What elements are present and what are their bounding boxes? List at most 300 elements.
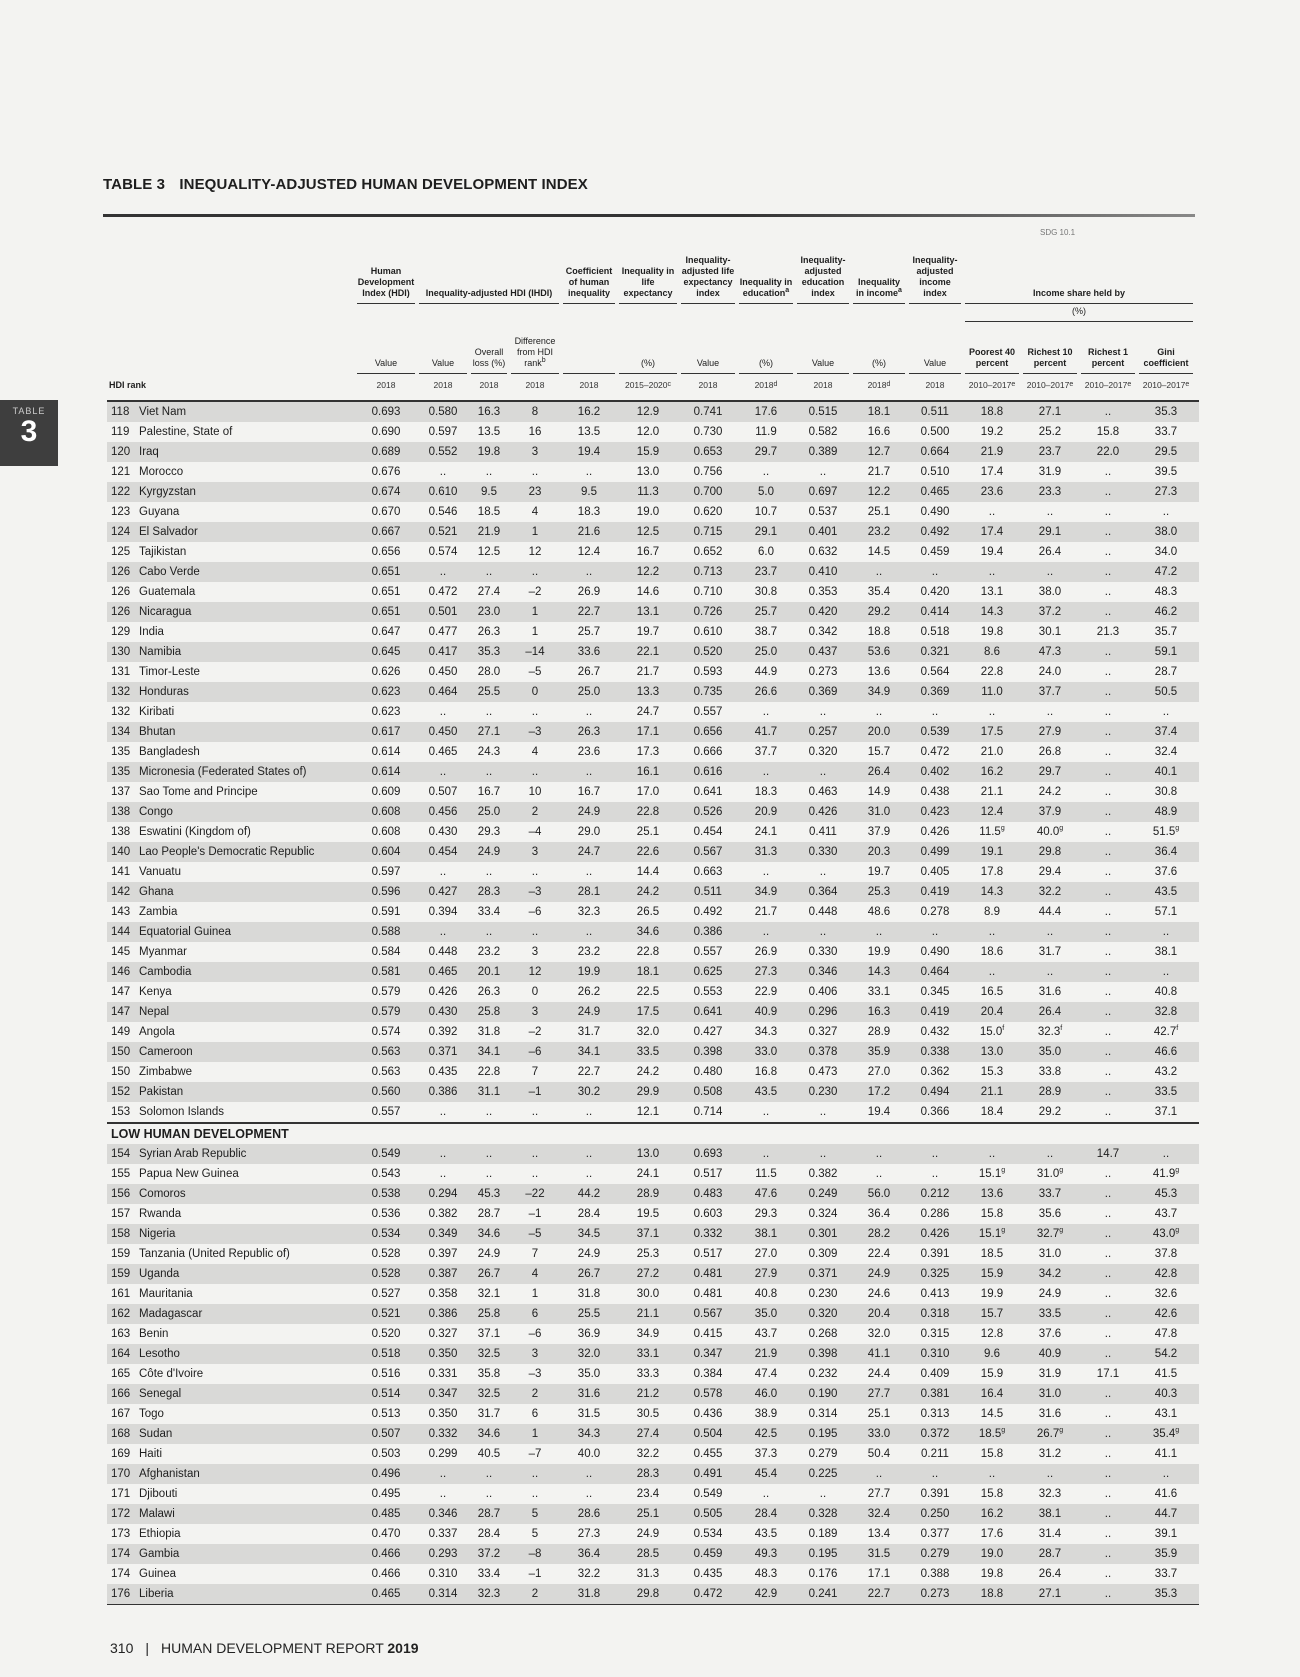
table-row (107, 522, 1199, 542)
value-cell: .. (531, 1168, 539, 1180)
value-cell: 31.1 (477, 1086, 501, 1098)
value-cell: 0.279 (808, 1448, 838, 1460)
value-cell: 0.347 (693, 1348, 723, 1360)
side-tab-number: 3 (20, 415, 38, 448)
value-cell: 0.318 (920, 1308, 950, 1320)
country-name: Nigeria (139, 1228, 176, 1240)
value-cell: 0.539 (920, 726, 950, 738)
value-cell: .. (585, 766, 593, 778)
value-cell: 19.9 (867, 946, 891, 958)
value-cell: 23.6 (577, 746, 601, 758)
value-cell: 0.427 (428, 886, 458, 898)
value-cell: 0.582 (808, 426, 838, 438)
table-row (107, 622, 1199, 642)
value-cell: .. (1104, 1026, 1112, 1038)
table-row (107, 1062, 1199, 1082)
value-cell: 0.466 (371, 1568, 401, 1580)
value-cell: 7 (531, 1248, 539, 1260)
country-cell (107, 1468, 355, 1480)
col-coef: Coefficient of human inequality (561, 224, 617, 304)
value-cell: 20.9 (754, 806, 778, 818)
country-name: Nicaragua (139, 606, 192, 618)
value-cell: 37.6 (1038, 1328, 1062, 1340)
table-row (107, 1022, 1199, 1042)
country-cell (107, 746, 355, 758)
value-cell: 24.9 (636, 1528, 660, 1540)
value-cell: .. (875, 1148, 883, 1160)
value-cell: 13.0 (636, 466, 660, 478)
value-cell: 0.398 (808, 1348, 838, 1360)
value-cell: 27.9 (754, 1268, 778, 1280)
country-name: Viet Nam (139, 406, 187, 418)
value-cell: 10 (528, 786, 542, 798)
value-cell: 22.8 (477, 1066, 501, 1078)
hdi-rank: 122 (111, 486, 131, 498)
value-cell: 19.7 (636, 626, 660, 638)
value-cell: 0.394 (428, 906, 458, 918)
value-cell: .. (1104, 586, 1112, 598)
value-cell: 0.534 (371, 1228, 401, 1240)
value-cell: 37.8 (1154, 1248, 1178, 1260)
value-cell: .. (1046, 1148, 1054, 1160)
value-cell: 34.6 (477, 1228, 501, 1240)
value-cell: 27.2 (636, 1268, 660, 1280)
value-cell: .. (1104, 926, 1112, 938)
value-cell: 42.7$^f$ (1153, 1025, 1179, 1038)
value-cell: 16.2 (577, 406, 601, 418)
country-name: Kenya (139, 986, 172, 998)
country-cell (107, 1248, 355, 1260)
value-cell: 14.3 (867, 966, 891, 978)
value-cell: 0.419 (920, 886, 950, 898)
value-cell: 29.2 (867, 606, 891, 618)
value-cell: 0.299 (428, 1448, 458, 1460)
value-cell: 0.211 (921, 1448, 949, 1460)
value-cell: 28.4 (754, 1508, 778, 1520)
value-cell: 37.1 (636, 1228, 660, 1240)
value-cell: 12.7 (867, 446, 891, 458)
value-cell: 0.358 (428, 1288, 458, 1300)
country-name: Bangladesh (139, 746, 200, 758)
subheader-4 (561, 322, 617, 374)
table-row (107, 462, 1199, 482)
value-cell: 29.1 (754, 526, 778, 538)
country-cell (107, 1368, 355, 1380)
value-cell: 18.1 (867, 406, 891, 418)
country-cell (107, 866, 355, 878)
country-name: Morocco (139, 466, 184, 478)
hdi-rank: 126 (111, 586, 131, 598)
value-cell: .. (1162, 1148, 1170, 1160)
hdi-rank: 121 (111, 466, 131, 478)
value-cell: 16.7 (477, 786, 501, 798)
col-income-share: Income share held by (963, 224, 1195, 304)
value-cell: 5 (531, 1528, 539, 1540)
country-name: Haiti (139, 1448, 163, 1460)
value-cell: .. (585, 566, 593, 578)
table-row (107, 802, 1199, 822)
value-cell: 28.5 (636, 1548, 660, 1560)
value-cell: 15.9 (636, 446, 660, 458)
value-cell: 0.398 (693, 1046, 723, 1058)
value-cell: 18.8 (980, 1588, 1004, 1600)
value-cell: 46.0 (754, 1388, 778, 1400)
value-cell: .. (762, 926, 770, 938)
value-cell: 35.0 (1038, 1046, 1062, 1058)
value-cell: 0.651 (371, 606, 401, 618)
table-row (107, 562, 1199, 582)
value-cell: 0.465 (920, 486, 950, 498)
value-cell: 0.623 (371, 686, 401, 698)
value-cell: 28.9 (1038, 1086, 1062, 1098)
value-cell: 32.4 (867, 1508, 891, 1520)
value-cell: 30.5 (636, 1408, 660, 1420)
value-cell: .. (1104, 1086, 1112, 1098)
value-cell: 16.2 (980, 766, 1004, 778)
value-cell: 0.564 (920, 666, 950, 678)
hdi-rank: 150 (111, 1066, 131, 1078)
value-cell: 18.5$^g$ (978, 1427, 1006, 1440)
value-cell: 24.4 (867, 1368, 891, 1380)
subheader-10: Value (907, 322, 963, 374)
value-cell: .. (819, 466, 827, 478)
value-cell: 25.0 (754, 646, 778, 658)
value-cell: 32.4 (1154, 746, 1178, 758)
value-cell: 4 (531, 506, 539, 518)
hdi-rank: 144 (111, 926, 131, 938)
value-cell: 43.2 (1154, 1066, 1178, 1078)
value-cell: 1 (531, 1428, 539, 1440)
value-cell: 0.710 (693, 586, 723, 598)
value-cell: 37.3 (754, 1448, 778, 1460)
value-cell: 0.332 (428, 1428, 458, 1440)
value-cell: 9.5 (581, 486, 597, 498)
country-name: Cabo Verde (139, 566, 200, 578)
value-cell: –2 (528, 1026, 542, 1038)
value-cell: 19.5 (636, 1208, 660, 1220)
table-row (107, 1484, 1199, 1504)
value-cell: 3 (531, 446, 539, 458)
hdi-rank: 132 (111, 706, 131, 718)
year-9: 2018 d (867, 379, 891, 390)
hdi-rank: 166 (111, 1388, 131, 1400)
value-cell: 0.517 (693, 1168, 723, 1180)
country-cell (107, 1168, 355, 1180)
country-cell (107, 946, 355, 958)
value-cell: 15.1$^g$ (978, 1167, 1006, 1180)
value-cell: 14.5 (867, 546, 891, 558)
value-cell: 0.430 (428, 1006, 458, 1018)
value-cell: 0.514 (371, 1388, 401, 1400)
value-cell: 32.1 (477, 1288, 501, 1300)
table-row (107, 1102, 1199, 1122)
value-cell: 16.5 (980, 986, 1004, 998)
value-cell: 25.7 (577, 626, 601, 638)
table-row (107, 1144, 1199, 1164)
value-cell: 27.1 (1038, 1588, 1062, 1600)
value-cell: .. (875, 926, 883, 938)
country-name: Ghana (139, 886, 174, 898)
value-cell: 21.6 (577, 526, 601, 538)
value-cell: 11.9 (755, 426, 777, 438)
value-cell: .. (1104, 1168, 1112, 1180)
value-cell: 34.1 (577, 1046, 601, 1058)
value-cell: .. (485, 1168, 493, 1180)
country-name: Afghanistan (139, 1468, 200, 1480)
table-row (107, 642, 1199, 662)
value-cell: 23.7 (754, 566, 778, 578)
value-cell: 0.388 (920, 1568, 950, 1580)
value-cell: 14.7 (1096, 1148, 1120, 1160)
value-cell: 0.346 (428, 1508, 458, 1520)
value-cell: 0.342 (808, 626, 838, 638)
country-name: Madagascar (139, 1308, 203, 1320)
value-cell: 0.381 (920, 1388, 950, 1400)
table-row (107, 1204, 1199, 1224)
value-cell: 25.0 (577, 686, 601, 698)
value-cell: 0.537 (808, 506, 838, 518)
value-cell: 11.3 (637, 486, 659, 498)
value-cell: 33.7 (1154, 1568, 1178, 1580)
value-cell: 0.603 (693, 1208, 723, 1220)
value-cell: 0.387 (428, 1268, 458, 1280)
value-cell: 0.419 (920, 1006, 950, 1018)
value-cell: 0.580 (428, 406, 458, 418)
year-7: 2018 d (754, 379, 778, 390)
value-cell: 26.8 (1038, 746, 1062, 758)
value-cell: 25.5 (477, 686, 501, 698)
value-cell: .. (1046, 966, 1054, 978)
value-cell: 28.0 (477, 666, 501, 678)
value-cell: 28.2 (867, 1228, 891, 1240)
value-cell: 17.0 (636, 786, 660, 798)
value-cell: 48.9 (1154, 806, 1178, 818)
sdg-label: SDG 10.1 (1040, 228, 1076, 237)
country-cell (107, 446, 355, 458)
value-cell: .. (1104, 686, 1112, 698)
value-cell: 29.7 (1038, 766, 1062, 778)
value-cell: –1 (528, 1086, 542, 1098)
value-cell: .. (931, 706, 939, 718)
value-cell: 40.8 (1154, 986, 1178, 998)
value-cell: 28.3 (636, 1468, 660, 1480)
value-cell: 33.4 (477, 906, 501, 918)
year-2: 2018 (479, 379, 499, 390)
value-cell: 0.473 (808, 1066, 838, 1078)
value-cell: 0.480 (693, 1066, 723, 1078)
value-cell: 0.391 (920, 1488, 950, 1500)
hdi-rank: 153 (111, 1106, 131, 1118)
value-cell: 35.9 (1154, 1548, 1178, 1560)
value-cell: 0.667 (371, 526, 401, 538)
value-cell: .. (1104, 406, 1112, 418)
value-cell: 12 (528, 546, 542, 558)
value-cell: .. (485, 1488, 493, 1500)
value-cell: 0.626 (371, 666, 401, 678)
hdi-rank: 147 (111, 1006, 131, 1018)
table-row (107, 442, 1199, 462)
value-cell: 31.9 (1038, 466, 1062, 478)
value-cell: 35.8 (477, 1368, 501, 1380)
value-cell: 0.490 (920, 506, 950, 518)
country-cell (107, 846, 355, 858)
value-cell: 31.6 (1038, 986, 1062, 998)
value-cell: 0.454 (693, 826, 723, 838)
value-cell: .. (585, 1148, 593, 1160)
value-cell: .. (485, 1106, 493, 1118)
value-cell: 24.9 (577, 1248, 601, 1260)
value-cell: –7 (528, 1448, 542, 1460)
value-cell: 0.652 (693, 546, 723, 558)
value-cell: .. (988, 506, 996, 518)
country-cell (107, 1588, 355, 1600)
value-cell: 14.6 (636, 586, 660, 598)
value-cell: 27.1 (477, 726, 501, 738)
page-footer: 310 | HUMAN DEVELOPMENT REPORT 2019 (110, 1640, 419, 1656)
value-cell: 33.7 (1038, 1188, 1062, 1200)
hdi-rank: 164 (111, 1348, 131, 1360)
country-cell (107, 1568, 355, 1580)
country-name: Bhutan (139, 726, 176, 738)
value-cell: 45.3 (1154, 1188, 1178, 1200)
country-name: Sao Tome and Principe (139, 786, 258, 798)
value-cell: 0.438 (920, 786, 950, 798)
value-cell: 12.8 (980, 1328, 1004, 1340)
hdi-rank: 170 (111, 1468, 131, 1480)
value-cell: 26.3 (477, 986, 501, 998)
value-cell: 3 (531, 846, 539, 858)
value-cell: 0.726 (693, 606, 723, 618)
hdi-rank: 156 (111, 1188, 131, 1200)
country-cell (107, 726, 355, 738)
value-cell: 0.349 (428, 1228, 458, 1240)
value-cell: 0.614 (371, 766, 401, 778)
value-cell: 4 (531, 746, 539, 758)
value-cell: 29.9 (636, 1086, 660, 1098)
value-cell: 0.472 (428, 586, 458, 598)
value-cell: 0.697 (808, 486, 838, 498)
value-cell: 0.423 (920, 806, 950, 818)
country-cell (107, 806, 355, 818)
year-12: 2010–2017 e (1026, 379, 1074, 390)
value-cell: 0.293 (428, 1548, 458, 1560)
value-cell: .. (1104, 706, 1112, 718)
value-cell: 21.7 (636, 666, 660, 678)
hdi-rank: 172 (111, 1508, 131, 1520)
value-cell: 0.578 (693, 1388, 723, 1400)
value-cell: 35.0 (754, 1308, 778, 1320)
value-cell: 1 (531, 526, 539, 538)
value-cell: 0.327 (808, 1026, 838, 1038)
value-cell: .. (585, 706, 593, 718)
country-cell (107, 906, 355, 918)
value-cell: 32.0 (867, 1328, 891, 1340)
hdi-rank: 168 (111, 1428, 131, 1440)
hdi-rank: 137 (111, 786, 131, 798)
country-cell (107, 546, 355, 558)
table-row (107, 1524, 1199, 1544)
value-cell: 0.415 (693, 1328, 723, 1340)
country-cell (107, 1348, 355, 1360)
value-cell: 0.552 (428, 446, 458, 458)
value-cell: 0.584 (371, 946, 401, 958)
value-cell: 46.2 (1154, 606, 1178, 618)
country-cell (107, 1208, 355, 1220)
value-cell: 15.9 (980, 1368, 1004, 1380)
country-name: Solomon Islands (139, 1106, 225, 1118)
country-name: Timor-Leste (139, 666, 200, 678)
hdi-rank: 171 (111, 1488, 131, 1500)
value-cell: .. (531, 866, 539, 878)
value-cell: 0.427 (693, 1026, 723, 1038)
value-cell: 0.604 (371, 846, 401, 858)
value-cell: 0.320 (808, 746, 838, 758)
value-cell: –3 (528, 726, 542, 738)
table-row (107, 502, 1199, 522)
value-cell: .. (1162, 966, 1170, 978)
value-cell: .. (762, 706, 770, 718)
value-cell: .. (531, 1468, 539, 1480)
value-cell: .. (1104, 486, 1112, 498)
value-cell: 32.5 (477, 1348, 501, 1360)
value-cell: 2 (531, 806, 539, 818)
value-cell: 8.6 (984, 646, 1000, 658)
hdi-rank: 138 (111, 826, 131, 838)
value-cell: 32.3$^f$ (1037, 1025, 1063, 1038)
subheader-9: (%) (851, 322, 907, 374)
value-cell: .. (1104, 666, 1112, 678)
value-cell: 12.2 (636, 566, 660, 578)
value-cell: .. (1046, 706, 1054, 718)
hdi-rank: 129 (111, 626, 131, 638)
value-cell: 13.6 (980, 1188, 1004, 1200)
country-name: Senegal (139, 1388, 182, 1400)
hdi-rank: 154 (111, 1148, 131, 1160)
value-cell: 0.623 (371, 706, 401, 718)
value-cell: 17.6 (754, 406, 778, 418)
country-name: Lesotho (139, 1348, 180, 1360)
value-cell: .. (1104, 1328, 1112, 1340)
table-row (107, 1284, 1199, 1304)
value-cell: 24.2 (636, 886, 660, 898)
value-cell: 50.4 (867, 1448, 891, 1460)
value-cell: 0.426 (920, 826, 950, 838)
value-cell: 19.4 (577, 446, 601, 458)
hdi-rank: 140 (111, 846, 131, 858)
value-cell: 27.0 (867, 1066, 891, 1078)
value-cell: 0.320 (808, 1308, 838, 1320)
table-row (107, 1082, 1199, 1102)
value-cell: 24.6 (867, 1288, 891, 1300)
value-cell: 0.330 (808, 946, 838, 958)
country-cell (107, 1488, 355, 1500)
value-cell: 31.2 (1038, 1448, 1062, 1460)
value-cell: 0.286 (920, 1208, 950, 1220)
value-cell: 0.528 (371, 1268, 401, 1280)
value-cell: 0.450 (428, 726, 458, 738)
value-cell: .. (762, 1488, 770, 1500)
country-name: Rwanda (139, 1208, 182, 1220)
value-cell: .. (1104, 1006, 1112, 1018)
value-cell: .. (1104, 466, 1112, 478)
value-cell: .. (439, 1106, 447, 1118)
hdi-rank: 176 (111, 1588, 131, 1600)
value-cell: 0.610 (693, 626, 723, 638)
value-cell: 48.3 (1154, 586, 1178, 598)
section-low-human-development: LOW HUMAN DEVELOPMENT (107, 1122, 1199, 1144)
value-cell: 17.4 (980, 466, 1004, 478)
value-cell: 0.521 (428, 526, 458, 538)
